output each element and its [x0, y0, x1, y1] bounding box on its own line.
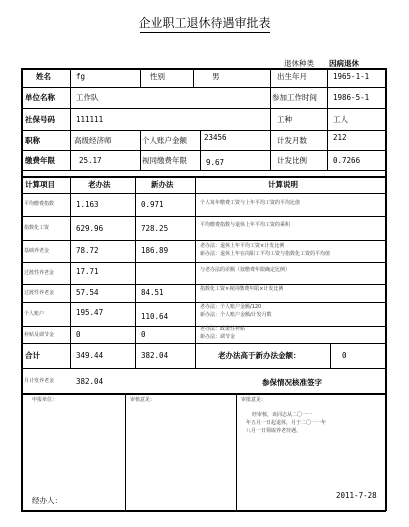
ratio-value: 0.7266 — [333, 156, 361, 165]
row-item: 个人账户 — [24, 311, 45, 317]
row-divider — [21, 193, 386, 194]
row-note-line1: 老办法：退休上年平均工资×计发比例 — [200, 243, 285, 249]
col-divider — [195, 176, 196, 368]
row-divider — [21, 343, 386, 344]
row-divider — [21, 240, 386, 241]
row-new: 186.89 — [141, 246, 169, 255]
row-divider — [21, 284, 386, 285]
ratio-label: 计发比例 — [277, 156, 307, 165]
pay-years-label: 缴费年限 — [25, 156, 55, 165]
work-start-value: 1986-5-1 — [333, 93, 370, 102]
work-start-label: 参加工作时间 — [272, 93, 317, 102]
gender-label: 性别 — [150, 72, 165, 81]
unit-label: 单位名称 — [25, 93, 55, 102]
approval-approve-label: 审批意见： — [241, 397, 267, 403]
row-item: 过渡性养老金 — [24, 290, 55, 296]
row-note-line2: 新办法：个人账户金额/计发月数 — [200, 312, 272, 318]
months-value: 212 — [333, 133, 347, 142]
row-divider — [21, 150, 386, 151]
retire-type-label: 退休种类 — [284, 59, 314, 68]
col-divider — [270, 68, 271, 170]
page-title: 企业职工退休待遇审批表 — [138, 16, 271, 30]
row-old: 17.71 — [76, 267, 99, 276]
approval-review-label: 审核意见： — [130, 397, 156, 403]
row-old: 57.54 — [76, 288, 99, 297]
calc-note-header: 计算说明 — [268, 180, 298, 189]
row-note-line1: 老办法：个人账户金额/120 — [200, 304, 262, 310]
col-divider — [140, 68, 141, 87]
row-note-line2: 新办法：调节金 — [200, 334, 236, 340]
job-type-value: 工人 — [333, 115, 348, 124]
row-new: 728.25 — [141, 224, 169, 233]
approval-unit-label: 申报单位： — [32, 397, 58, 403]
row-divider — [21, 130, 386, 131]
account-label: 个人账户金额 — [142, 136, 187, 145]
row-item: 指数化工资 — [24, 225, 50, 231]
title-underline — [140, 32, 270, 33]
approval-text-line3: 八月一日领取养老待遇。 — [246, 428, 302, 434]
row-note: 平均缴费指数与退休上年平均工资的乘积 — [200, 222, 291, 228]
gender-value: 男 — [212, 72, 220, 81]
title-value: 高级经济师 — [74, 136, 112, 145]
col-divider — [200, 130, 201, 170]
row-divider-thick — [21, 393, 386, 395]
row-note: 与老办法的差额（按缴费年限确定比例） — [200, 267, 291, 273]
monthly-value: 382.04 — [76, 377, 104, 386]
col-divider — [70, 176, 71, 368]
table-bottom-border — [21, 510, 386, 512]
row-item: 平均缴费指数 — [24, 201, 55, 207]
table-left-border — [21, 68, 23, 511]
monthly-note: 参保情况核准签字 — [262, 378, 322, 387]
ssn-value: 111111 — [76, 115, 104, 124]
months-label: 计发月数 — [277, 136, 307, 145]
calc-old-header: 老办法 — [88, 180, 111, 189]
col-divider — [140, 130, 141, 170]
row-divider — [21, 216, 386, 217]
row-divider-thick — [21, 176, 386, 178]
index-value: 9.67 — [206, 158, 225, 167]
birth-value: 1965-1-1 — [333, 72, 370, 81]
total-new: 382.04 — [141, 351, 169, 360]
ssn-label: 社保号码 — [25, 115, 55, 124]
total-diff-label: 老办法高于新办法金额： — [218, 351, 301, 360]
calc-new-header: 新办法 — [151, 180, 174, 189]
row-divider — [21, 170, 386, 171]
row-old: 629.96 — [76, 224, 104, 233]
handler-label: 经办人： — [32, 496, 62, 505]
row-note-line1: 老办法：政策性补贴 — [200, 326, 246, 332]
job-type-label: 工种 — [277, 115, 292, 124]
table-right-border — [385, 68, 387, 511]
table-top-border — [21, 68, 386, 70]
row-new: 110.64 — [141, 312, 169, 321]
row-item: 补贴及调节金 — [24, 332, 55, 338]
col-divider — [193, 68, 194, 87]
col-divider — [330, 343, 331, 368]
row-old: 0 — [76, 330, 81, 339]
row-old: 195.47 — [76, 308, 104, 317]
monthly-label: 月计发养老金 — [24, 378, 55, 384]
col-divider — [135, 176, 136, 368]
row-note: 个人每年缴费工资与上年平均工资的平均比值 — [200, 200, 301, 206]
row-note-line2: 新办法：退休上年在岗职工平均工资与指数化工资的平均值 — [200, 251, 331, 257]
row-old: 1.163 — [76, 200, 99, 209]
row-new: 0.971 — [141, 200, 164, 209]
row-old: 78.72 — [76, 246, 99, 255]
row-divider — [21, 302, 386, 303]
approval-text-line2: 年五月一日起退休，月于二〇一一年 — [246, 420, 327, 426]
row-note: 指数化工资×视同缴费年限×计发比例 — [200, 286, 284, 292]
row-new: 84.51 — [141, 288, 164, 297]
col-divider — [125, 393, 126, 511]
total-old: 349.44 — [76, 351, 104, 360]
calc-item-header: 计算项目 — [25, 180, 55, 189]
index-label: 视同缴费年限 — [142, 156, 187, 165]
total-label: 合计 — [25, 351, 40, 360]
name-label: 姓名 — [36, 72, 51, 81]
approval-date: 2011-7-28 — [336, 491, 377, 500]
row-divider — [21, 368, 386, 369]
col-divider — [327, 68, 328, 170]
pay-years-value: 25.17 — [79, 156, 102, 165]
name-value: fg — [76, 72, 86, 81]
row-item: 基础养老金 — [24, 248, 50, 254]
approval-text-line1: 经审核，该同志从二〇一一 — [252, 412, 313, 418]
row-item: 过渡性养老金 — [24, 270, 55, 276]
account-value: 23456 — [204, 133, 227, 142]
birth-label: 出生年月 — [277, 72, 307, 81]
col-divider — [236, 393, 237, 511]
row-divider — [21, 87, 386, 88]
row-divider — [21, 262, 386, 263]
col-divider — [70, 68, 71, 170]
retire-type-value: 因病退休 — [329, 59, 359, 68]
title-label: 职称 — [25, 136, 40, 145]
row-divider — [21, 108, 386, 109]
row-new: 0 — [141, 330, 146, 339]
unit-value: 工作队 — [76, 93, 99, 102]
total-diff-value: 0 — [342, 351, 347, 360]
